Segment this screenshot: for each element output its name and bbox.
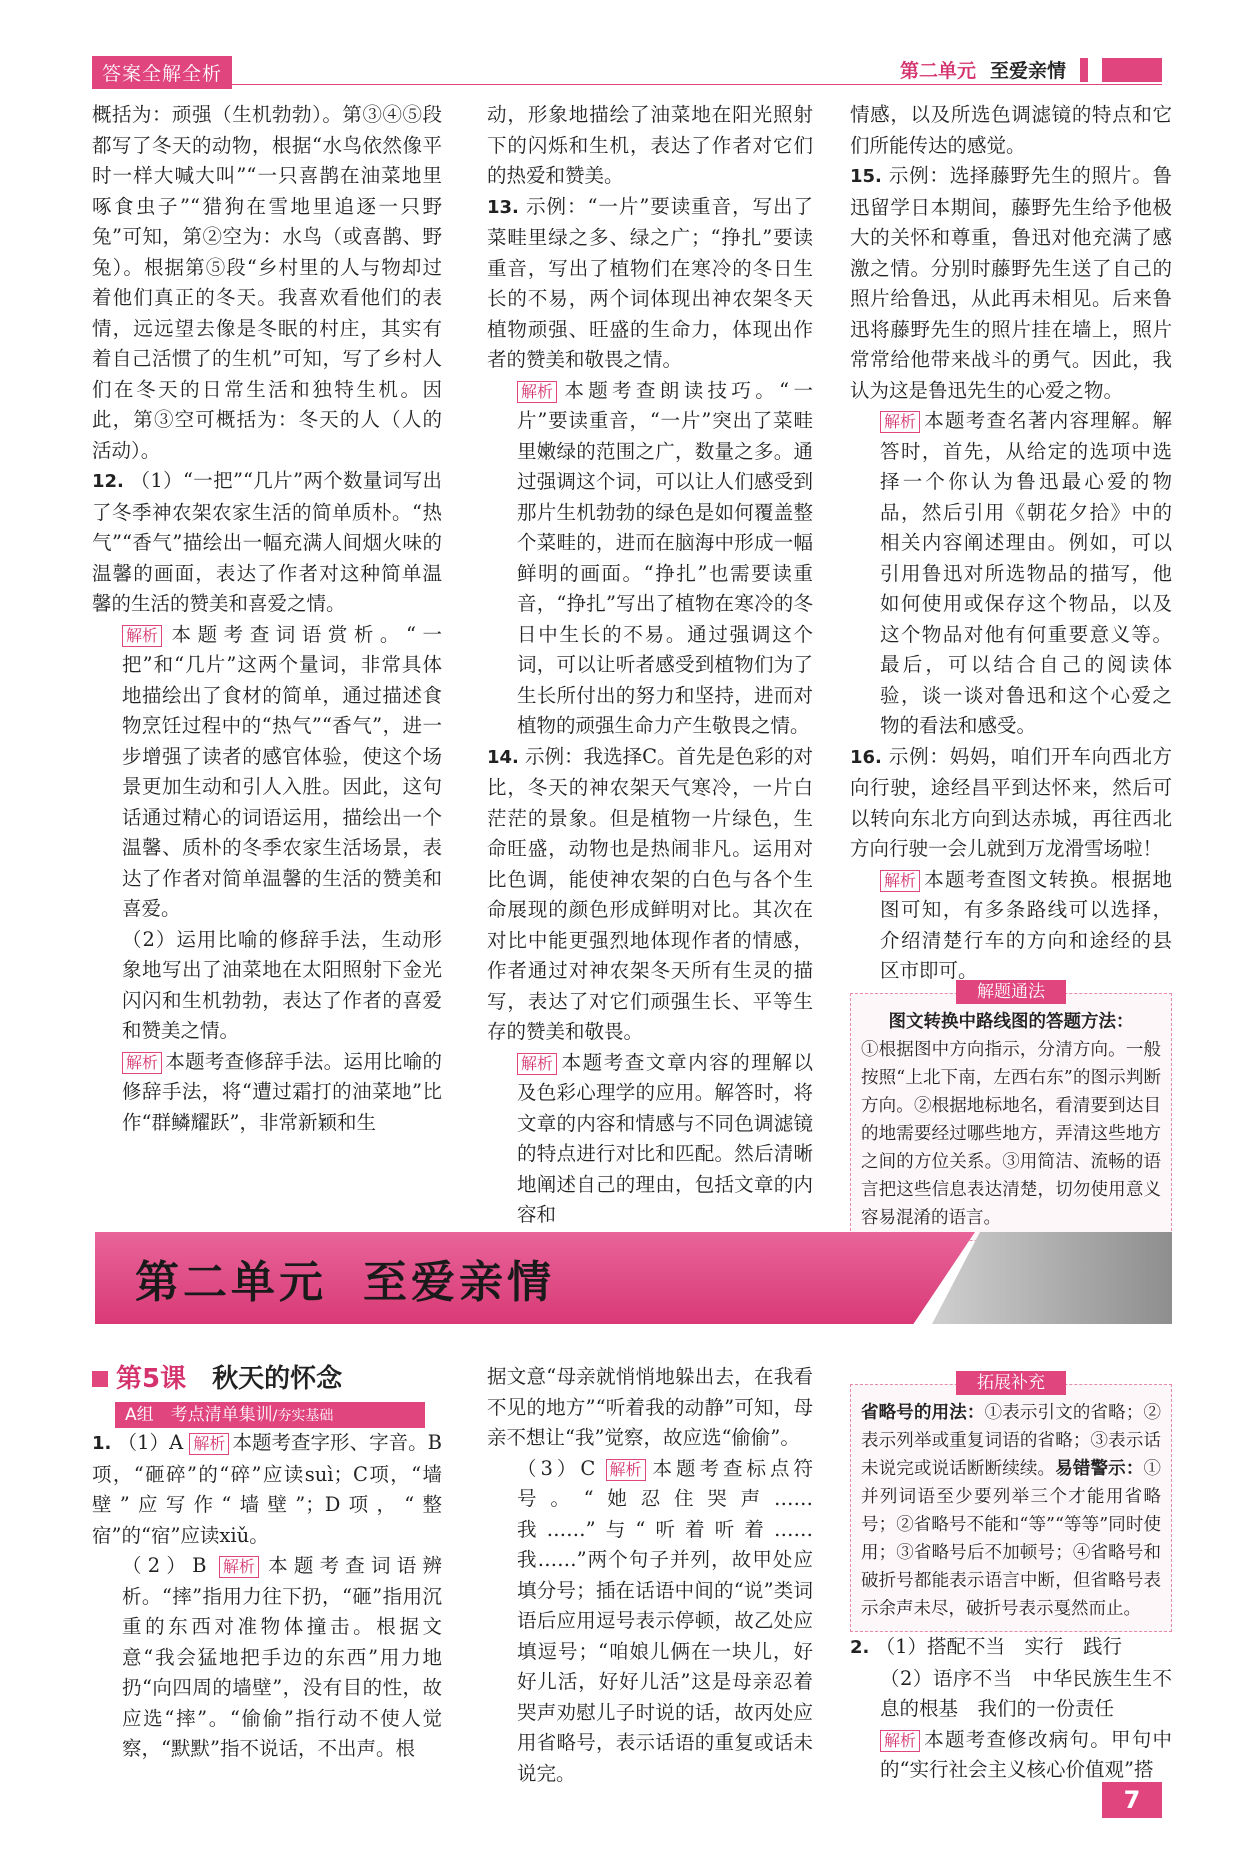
analysis-tag: 解析: [122, 1052, 162, 1074]
analysis-text: 本题考查标点符号。“她忍住哭声……我……”与“听着听着……我……”两个句子并列，故甲处应填分号；插在话语中间的“说”类词语后应用逗号表示停顿，故乙处应填逗号；“咱娘儿俩在一块儿，好好儿活，好好儿活”这是母亲忍着哭声劝慰儿子时说的话，故丙处应用省略号，表示话语的重复或话未说完。: [517, 1456, 813, 1785]
analysis-2: [92, 1047, 442, 1139]
analysis-text: 本题考查字形、字音。B项，“砸碎”的“碎”应读suì；C项，“墙壁”应写作“墙壁”；D项，“整宿”的“宿”应读xiǔ。: [92, 1431, 442, 1547]
banner-title: 至爱亲情: [363, 1257, 555, 1308]
tip-heading: 图文转换中路线图的答题方法：: [888, 1011, 1134, 1032]
question-13: [487, 192, 813, 742]
lesson-number: 第5课: [116, 1364, 187, 1394]
analysis-text: 本题考查词语赏析。“一把”和“几片”这两个量词，非常具体地描绘出了食材的简单，通过描述食物烹饪过程中的“热气”“香气”，进一步增强了读者的感官体验，使这个场景更加生动和引人入胜。因此，这句话通过精心的词语运用，描绘出一个温馨、质朴的冬季农家生活场景，表达了作者对简单温馨的生活的赞美和喜爱。: [122, 622, 442, 920]
unit-banner: [95, 1232, 1172, 1324]
extension-warning: 易错警示：: [1055, 1459, 1144, 1479]
answer-text-2: （2）语序不当 中华民族生生不息的根基 我们的一份责任: [880, 1666, 1172, 1720]
question-number: 1.: [92, 1433, 112, 1454]
answer-continuation: 情感，以及所选色调滤镜的特点和它们所能传达的感觉。: [850, 103, 1172, 157]
analysis-text: 本题考查名著内容理解。解答时，首先，从给定的选项中选择一个你认为鲁迅最心爱的物品，然后引用《朝花夕拾》中的相关内容阐述理由。例如，可以引用鲁迅对所选物品的描写，他如何使用或保存这个物品，以及这个物品对他有何重要意义等。最后，可以结合自己的阅读体验，谈一谈对鲁迅和这个心爱之物的看法和感受。: [880, 409, 1172, 737]
answer-continuation: 概括为：顽强（生机勃勃）。第③④⑤段都写了冬天的动物，根据“水鸟依然像平时一样大喊大叫”“一只喜鹊在油菜地里啄食虫子”“猎狗在雪地里追逐一只野兔”可知，第②空为：水鸟（或喜鹊、野兔）。根据第⑤段“乡村里的人与物却过着他们真正的冬天。我喜欢看他们的表情，远远望去像是冬眠的村庄，其实有着自己活惯了的生机”可知，写了乡村人们在冬天的日常生活和独特生机。因此，第③空可概括为：冬天的人（人的活动）。: [92, 103, 442, 462]
question-16: [850, 742, 1172, 987]
extension-heading: 省略号的用法：: [861, 1403, 985, 1423]
question-number: 15.: [850, 166, 882, 187]
analysis-tag: 解析: [880, 411, 920, 433]
tip-box: [850, 981, 1172, 1241]
answer-text: （3）C: [517, 1456, 596, 1480]
question-1: [92, 1428, 442, 1765]
analysis-text: 本题考查修辞手法。运用比喻的修辞手法，将“遭过霜打的油菜地”比作“群鳞耀跃”，非常新颖和生: [122, 1049, 442, 1134]
analysis-text: 本题考查图文转换。根据地图可知，有多条路线可以选择，介绍清楚行车的方向和途经的县区市即可。: [880, 867, 1172, 982]
extension-text-2: ①并列词语至少要列举三个才能用省略号；②省略号不能和“等”“等等”同时使用；③省略号后不加顿号；④省略号和破折号都能表示语言中断，但省略号表示余声未尽，破折号表示戛然而止。: [861, 1459, 1161, 1619]
lesson-heading: [92, 1358, 342, 1395]
answer-text: 示例：我选择C。首先是色彩的对比，冬天的神农架天气寒冷，一片白茫茫的景象。但是植物一片绿色，生命旺盛，动物也是热闹非凡。运用对比色调，能使神农架的白色与各个生命展现的颜色形成鲜明对比。其次在对比中能更强烈地体现作者的情感，作者通过对神农架冬天所有生灵的描写，表达了对它们顽强生长、平等生存的赞美和敬畏。: [487, 744, 814, 1043]
group-sub: /夯实基础: [272, 1408, 334, 1424]
answer-text: （2）B: [122, 1554, 207, 1577]
lesson-column-2: [487, 1362, 813, 1789]
analysis-tag: 解析: [880, 1730, 920, 1752]
question-12: [92, 466, 442, 1138]
analysis-continuation: 据文意“母亲就悄悄地躲出去，在我看不见的地方”“听着我的动静”可知，母亲不想让“我”觉察，故应选“偷偷”。: [487, 1365, 813, 1449]
extension-body: [861, 1399, 1161, 1623]
lesson-title: 秋天的怀念: [212, 1364, 343, 1394]
sub-answer: [487, 1454, 813, 1790]
analysis-tag: 解析: [219, 1556, 259, 1578]
answer-text: （1）A: [117, 1431, 184, 1454]
header-bar-small: [1080, 58, 1088, 82]
banner-gray-band: [932, 1232, 1172, 1324]
sub-answer: [92, 1551, 442, 1765]
question-number: 16.: [850, 746, 882, 768]
header-divider: [92, 84, 1162, 85]
question-number: 13.: [487, 196, 519, 218]
answer-continuation: 动，形象地描绘了油菜地在阳光照射下的闪烁和生机，表达了作者对它们的热爱和赞美。: [487, 103, 813, 187]
banner-unit: 第二单元: [135, 1257, 327, 1308]
analysis-text: 本题考查朗读技巧。“一片”要读重音，“一片”突出了菜畦里嫩绿的范围之广，数量之多。通过强调这个词，可以让人们感受到那片生机勃勃的绿色是如何覆盖整个菜畦的，进而在脑海中形成一幅鲜明的画面。“挣扎”也需要读重音，“挣扎”写出了植物在寒冷的冬日中生长的不易。通过强调这个词，可以让听者感受到植物们为了生长所付出的努力和坚持，进而对植物的顽强生命力产生敬畏之情。: [517, 378, 813, 737]
header-unit-title: [900, 56, 1162, 83]
header-title: 至爱亲情: [989, 60, 1066, 82]
question-number: 14.: [487, 746, 519, 768]
lesson-column-1: [92, 1428, 442, 1765]
extension-title: 拓展补充: [956, 1371, 1066, 1395]
analysis-text: 本题考查词语辨析。“摔”指用力往下扔，“砸”指用沉重的东西对准物体撞击。根据文意“我会猛地把手边的东西”用力地扔“向四周的墙壁”，没有目的性，故应选“摔”。“偷偷”指行动不使人觉察，“默默”指不说话，不出声。根: [122, 1554, 442, 1760]
answer-text: 示例：选择藤野先生的照片。鲁迅留学日本期间，藤野先生给予他极大的关怀和尊重，鲁迅对他充满了感激之情。分别时藤野先生送了自己的照片给鲁迅，从此再未相见。后来鲁迅将藤野先生的照片挂在墙上，照片常常给他带来战斗的勇气。因此，我认为这是鲁迅先生的心爱之物。: [850, 164, 1172, 402]
column-1: [92, 100, 442, 1138]
tip-title: 解题通法: [956, 980, 1066, 1004]
group-label-bar: [115, 1402, 425, 1428]
group-label: A组 考点清单集训: [125, 1405, 273, 1425]
analysis-tag: 解析: [122, 625, 162, 647]
answer-text: （1）“一把”“几片”两个数量词写出了冬季神农架农家生活的简单质朴。“热气”“香气”描绘出一幅充满人间烟火味的温馨的画面，表达了作者对这种简单温馨的生活的赞美和喜爱之情。: [92, 469, 442, 615]
analysis: [850, 406, 1172, 742]
banner-text: [135, 1246, 555, 1310]
analysis-tag: 解析: [517, 1053, 557, 1075]
question-number: 12.: [92, 471, 124, 492]
analysis-text: 本题考查文章内容的理解以及色彩心理学的应用。解答时，将文章的内容和情感与不同色调滤镜的特点进行对比和匹配。然后清晰地阐述自己的理由，包括文章的内容和: [517, 1050, 813, 1226]
analysis: [487, 376, 813, 742]
extension-text-1: ①表示引文的省略；②表示列举或重复词语的省略；③表示话未说完或说话断断续续。: [861, 1403, 1161, 1479]
analysis-tag: 解析: [880, 870, 920, 892]
answer-text: 示例：“一片”要读重音，写出了菜畦里绿之多、绿之广；“挣扎”要读重音，写出了植物们在寒冷的冬日生长的不易，两个词体现出神农架冬天植物顽强、旺盛的生命力，体现出作者的赞美和敬畏之情。: [487, 194, 813, 371]
analysis: [850, 865, 1172, 987]
answer-text-2: （2）运用比喻的修辞手法，生动形象地写出了油菜地在太阳照射下金光闪闪和生机勃勃，表达了作者的喜爱和赞美之情。: [122, 927, 442, 1042]
question-number: 2.: [850, 1637, 870, 1658]
extension-box: [850, 1373, 1172, 1632]
question-14: [487, 742, 813, 1231]
lesson-column-3: [850, 1362, 1172, 1786]
analysis: [487, 1048, 813, 1231]
analysis-text: 本题考查修改病句。甲句中的“实行社会主义核心价值观”搭: [880, 1727, 1172, 1781]
header-unit: 第二单元: [899, 60, 976, 82]
header-bar-large: [1102, 58, 1162, 82]
column-3: [850, 100, 1172, 1241]
question-15: [850, 161, 1172, 742]
analysis: [92, 620, 442, 925]
tip-body: ①根据图中方向指示，分清方向。一般按照“上北下南，左西右东”的图示判断方向。②根据地标地名，看清要到达目的地需要经过哪些地方，弄清这些地方之间的方位关系。③用简洁、流畅的语言把这些信息表达清楚，切勿使用意义容易混淆的语言。: [861, 1039, 1161, 1228]
page-number: 7: [1102, 1782, 1162, 1818]
analysis-tag: 解析: [189, 1433, 229, 1455]
header-section-label: 答案全解全析: [92, 56, 232, 89]
answer-text: （1）搭配不当 实行 践行: [875, 1635, 1122, 1658]
analysis: [850, 1725, 1172, 1786]
question-2: [850, 1632, 1172, 1786]
lesson-marker: [92, 1371, 108, 1387]
analysis-tag: 解析: [606, 1459, 646, 1481]
column-2: [487, 100, 813, 1231]
answer-text: 示例：妈妈，咱们开车向西北方向行驶，途经昌平到达怀来，然后可以转向东北方向到达赤城，再往西北方向行驶一会儿就到万龙滑雪场啦！: [850, 744, 1172, 860]
analysis-tag: 解析: [517, 381, 557, 403]
